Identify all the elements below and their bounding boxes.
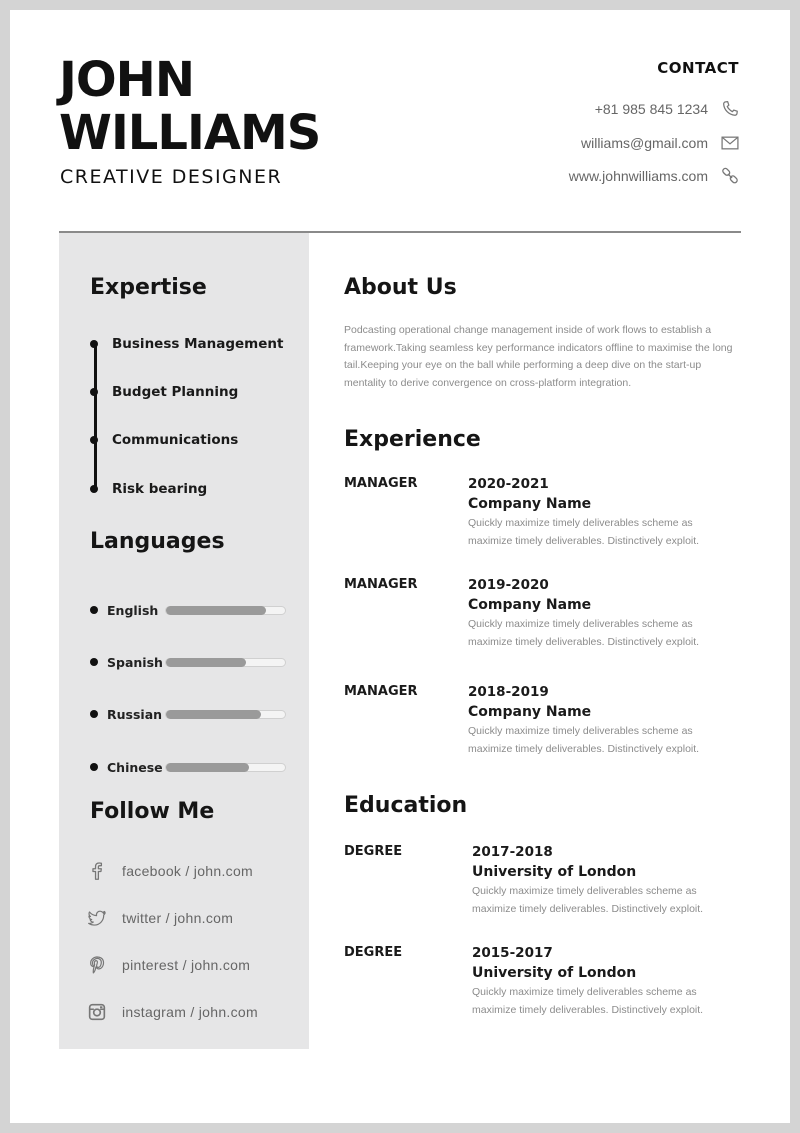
language-level-fill — [166, 606, 266, 615]
email-text: williams@gmail.com — [580, 135, 708, 151]
experience-company: Company Name — [468, 496, 592, 512]
follow-heading: Follow Me — [90, 799, 215, 824]
social-pinterest[interactable]: pinterest / john.com — [86, 953, 250, 977]
education-desc: Quickly maximize timely deliverables scheme as maximize timely deliverables. Distinctively exploit. — [472, 885, 704, 915]
experience-entry — [468, 682, 736, 758]
expertise-item: Communications — [90, 430, 238, 450]
education-school: University of London — [472, 864, 637, 880]
link-icon — [720, 166, 740, 186]
education-desc: Quickly maximize timely deliverables scheme as maximize timely deliverables. Distinctively exploit. — [472, 986, 704, 1016]
facebook-icon — [86, 860, 108, 882]
education-entry — [472, 842, 740, 918]
experience-heading: Experience — [344, 427, 481, 452]
education-years: 2017-2018 — [472, 844, 553, 860]
phone-text: +81 985 845 1234 — [594, 101, 708, 117]
experience-desc: Quickly maximize timely deliverables scheme as maximize timely deliverables. Distinctively exploit. — [468, 618, 700, 648]
education-entry — [472, 943, 740, 1019]
bullet-dot — [90, 606, 98, 614]
experience-role: MANAGER — [344, 684, 418, 699]
experience-years: 2020-2021 — [468, 476, 549, 492]
bullet-dot — [90, 485, 98, 493]
education-heading: Education — [344, 793, 468, 818]
experience-desc: Quickly maximize timely deliverables scheme as maximize timely deliverables. Distinctively exploit. — [468, 517, 700, 547]
experience-desc: Quickly maximize timely deliverables scheme as maximize timely deliverables. Distinctively exploit. — [468, 725, 700, 755]
mail-icon — [720, 133, 740, 153]
resume-name — [59, 54, 320, 160]
contact-heading: CONTACT — [657, 59, 739, 77]
education-degree: DEGREE — [344, 844, 403, 859]
name-first: JOHN — [59, 52, 195, 108]
language-level-bar — [165, 658, 286, 667]
social-facebook[interactable]: facebook / john.com — [86, 859, 253, 883]
job-title: CREATIVE DESIGNER — [60, 166, 283, 188]
experience-company: Company Name — [468, 597, 592, 613]
social-twitter[interactable]: twitter / john.com — [86, 906, 233, 930]
language-level-bar — [165, 763, 286, 772]
contact-phone — [595, 98, 740, 120]
language-level-bar — [165, 710, 286, 719]
language-item: Chinese — [90, 759, 286, 775]
language-item: English — [90, 602, 286, 618]
contact-email — [581, 132, 740, 154]
contact-website — [569, 165, 740, 187]
language-item: Spanish — [90, 654, 286, 670]
expertise-item: Budget Planning — [90, 382, 238, 402]
bullet-dot — [90, 710, 98, 718]
bullet-dot — [90, 388, 98, 396]
experience-years: 2018-2019 — [468, 684, 549, 700]
bullet-dot — [90, 763, 98, 771]
experience-entry — [468, 575, 736, 651]
language-level-bar — [165, 606, 286, 615]
expertise-heading: Expertise — [90, 275, 207, 300]
resume-page — [10, 10, 790, 1123]
education-school: University of London — [472, 965, 637, 981]
education-years: 2015-2017 — [472, 945, 553, 961]
education-degree: DEGREE — [344, 945, 403, 960]
name-last: WILLIAMS — [59, 105, 321, 161]
expertise-item: Risk bearing — [90, 479, 207, 499]
instagram-icon — [86, 1001, 108, 1023]
language-level-fill — [166, 658, 246, 667]
experience-company: Company Name — [468, 704, 592, 720]
expertise-item: Business Management — [90, 334, 283, 354]
phone-icon — [720, 99, 740, 119]
experience-years: 2019-2020 — [468, 577, 549, 593]
sidebar — [59, 233, 309, 1049]
bullet-dot — [90, 658, 98, 666]
language-item: Russian — [90, 706, 286, 722]
experience-role: MANAGER — [344, 577, 418, 592]
language-level-fill — [166, 710, 261, 719]
experience-entry — [468, 474, 736, 550]
bullet-dot — [90, 340, 98, 348]
languages-heading: Languages — [90, 529, 225, 554]
twitter-icon — [86, 907, 108, 929]
pinterest-icon — [86, 954, 108, 976]
bullet-dot — [90, 436, 98, 444]
expertise-timeline — [94, 344, 97, 490]
about-heading: About Us — [344, 275, 457, 300]
about-text: Podcasting operational change management inside of work flows to establish a framework.Taking seamless key performance indicators offline to maximise the long tail.Keeping your eye on the ball while performing a deep dive on the start-up mentality to derive convergence on cross-platform integration. — [344, 324, 733, 389]
website-text: www.johnwilliams.com — [568, 168, 708, 184]
language-level-fill — [166, 763, 249, 772]
social-instagram[interactable]: instagram / john.com — [86, 1000, 258, 1024]
experience-role: MANAGER — [344, 476, 418, 491]
